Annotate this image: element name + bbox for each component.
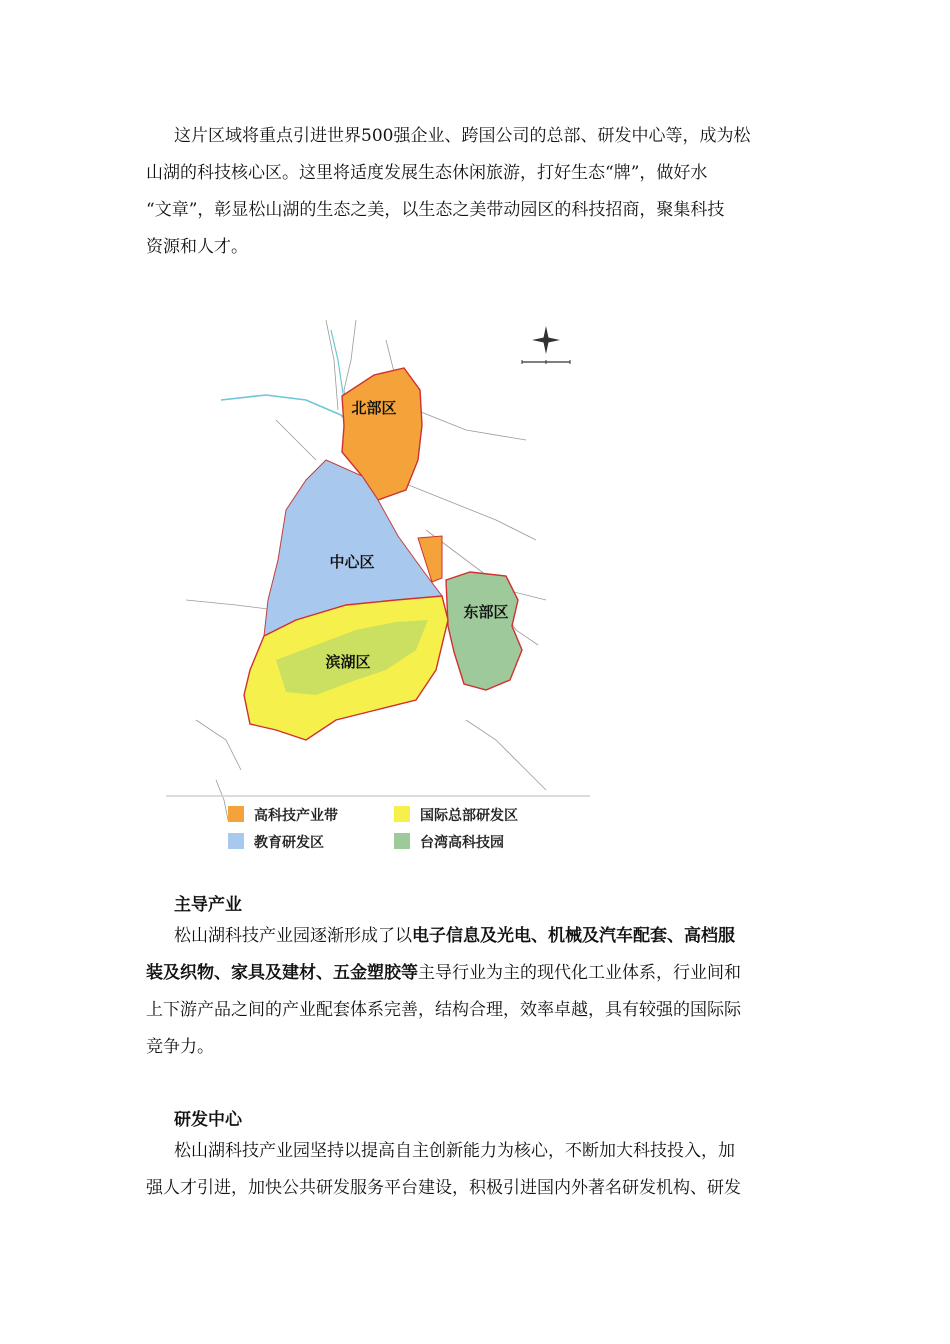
legend-swatch-1 <box>228 806 244 822</box>
industry-paragraph <box>146 918 810 1066</box>
zone-label-north: 北部区 <box>351 399 397 417</box>
legend <box>228 806 518 851</box>
intro-line-1: 这片区域将重点引进世界500强企业、跨国公司的总部、研发中心等，成为松 <box>174 126 751 146</box>
zoning-map <box>166 300 590 860</box>
legend-swatch-3 <box>228 833 244 849</box>
rnd-paragraph <box>146 1133 810 1207</box>
industry-line-1 <box>146 918 810 955</box>
industry-line-3: 上下游产品之间的产业配套体系完善，结构合理，效率卓越，具有较强的国际际 <box>146 1000 741 1020</box>
industry-lead: 松山湖科技产业园逐渐形成了以 <box>174 926 412 946</box>
legend-label-1: 高科技产业带 <box>254 808 338 824</box>
industry-line-4: 竞争力。 <box>146 1037 214 1057</box>
zone-label-lakeside: 滨湖区 <box>325 653 371 671</box>
intro-line-4: 资源和人才。 <box>146 237 248 257</box>
rnd-heading: 研发中心 <box>174 1110 242 1130</box>
intro-line-2: 山湖的科技核心区。这里将适度发展生态休闲旅游，打好生态“牌”，做好水 <box>146 163 708 183</box>
industry-bold-2: 装及织物、家具及建材、五金塑胶等 <box>146 963 418 983</box>
scale-bar <box>522 360 570 364</box>
zone-label-east: 东部区 <box>463 603 509 621</box>
compass-icon <box>532 326 560 354</box>
industry-line-2 <box>146 955 810 992</box>
river-branch <box>331 330 344 400</box>
river <box>221 395 346 420</box>
legend-swatch-4 <box>394 833 410 849</box>
legend-label-2: 国际总部研发区 <box>420 808 518 824</box>
zone-label-center: 中心区 <box>329 553 375 571</box>
rnd-line-1: 松山湖科技产业园坚持以提高自主创新能力为核心，不断加大科技投入，加 <box>174 1141 735 1161</box>
industry-heading: 主导产业 <box>174 895 242 915</box>
zoning-map-svg <box>166 300 590 860</box>
zone-east <box>446 572 522 690</box>
intro-line-3: “文章”，彰显松山湖的生态之美，以生态之美带动园区的科技招商，聚集科技 <box>146 200 725 220</box>
intro-paragraph <box>146 118 810 266</box>
industry-rest-2: 主导行业为主的现代化工业体系，行业间和 <box>418 963 741 983</box>
legend-label-4: 台湾高科技园 <box>420 835 504 851</box>
industry-bold-1: 电子信息及光电、机械及汽车配套、高档服 <box>412 926 735 946</box>
rnd-line-2: 强人才引进，加快公共研发服务平台建设，积极引进国内外著名研发机构、研发 <box>146 1178 741 1198</box>
legend-swatch-2 <box>394 806 410 822</box>
legend-label-3: 教育研发区 <box>254 835 324 851</box>
